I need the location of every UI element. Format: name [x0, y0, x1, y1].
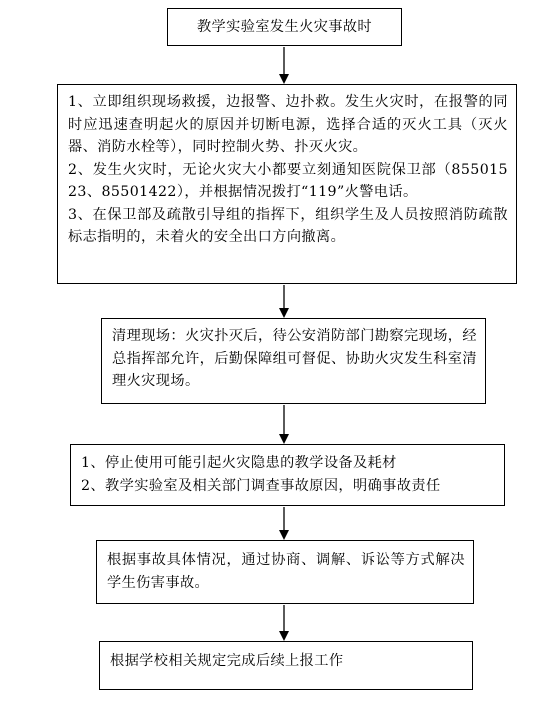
- flow-step-fire-occurs: [167, 8, 402, 46]
- flow-step-item-rescue: 1、立即组织现场救援，边报警、边扑救。发生火灾时，在报警的同时应迅速查明起火的原因并切断电源，选择合适的灭火工具（灭火器、消防水栓等），同时控制火势、扑灭火灾。: [68, 94, 508, 155]
- flow-step-clean-site: [101, 318, 486, 404]
- flow-step-item-evacuate: 3、在保卫部及疏散引导组的指挥下，组织学生及人员按照消防疏散标志指明的，未着火的安全出口方向撤离。: [68, 206, 508, 245]
- flow-step-stop-and-investigate: [70, 444, 505, 506]
- flow-step-follow-up-report-text: 根据学校相关规定完成后续上报工作: [110, 653, 344, 669]
- flow-step-rescue-and-evacuate: [57, 84, 517, 284]
- flow-step-clean-site-text: 清理现场：火灾扑灭后，待公安消防部门勘察完现场，经总指挥部允许，后勤保障组可督促、协助火灾发生科室清理火灾现场。: [112, 328, 477, 389]
- flow-step-item-investigate: 2、教学实验室及相关部门调查事故原因，明确事故责任: [81, 477, 441, 494]
- flow-step-item-stop-equipment: 1、停止使用可能引起火灾隐患的教学设备及耗材: [81, 455, 397, 471]
- flow-step-resolve-injury: [96, 540, 474, 604]
- flow-step-resolve-injury-text: 根据事故具体情况，通过协商、调解、诉讼等方式解决学生伤害事故。: [107, 552, 465, 591]
- flow-step-follow-up-report: [99, 641, 473, 690]
- flow-step-fire-occurs-text: 教学实验室发生火灾事故时: [196, 19, 373, 35]
- flow-step-item-notify: 2、发生火灾时，无论火灾大小都要立刻通知医院保卫部（85501523、85501422），并根据情况拨打“119”火警电话。: [68, 161, 508, 200]
